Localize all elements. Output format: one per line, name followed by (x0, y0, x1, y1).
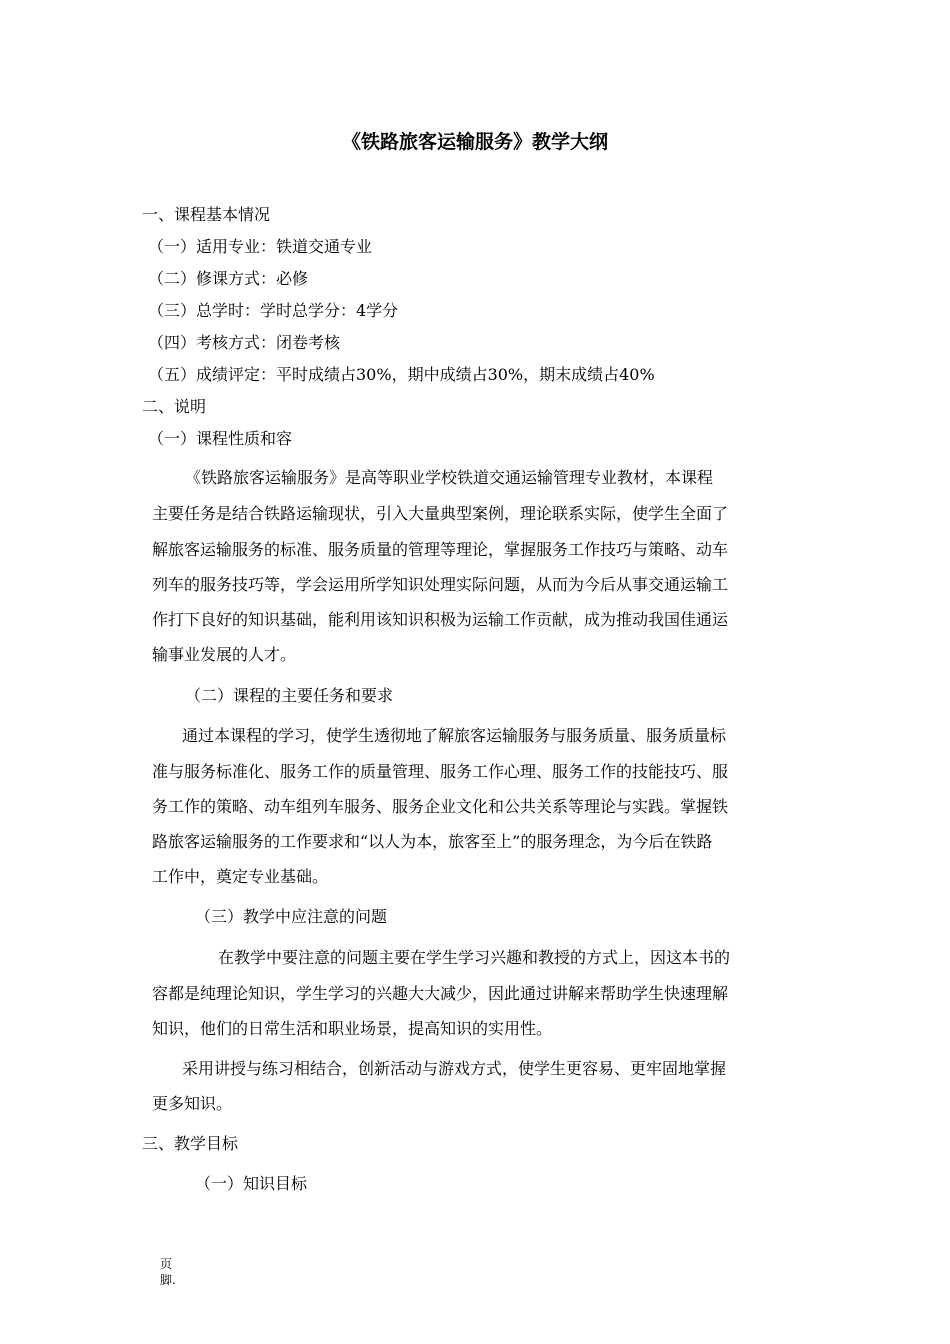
paragraph-line: 《铁路旅客运输服务》是高等职业学校铁道交通运输管理专业教材，本课程 (185, 468, 714, 487)
paragraph-line: 工作中，奠定专业基础。 (152, 867, 329, 886)
paragraph-line: 务工作的策略、动车组列车服务、服务企业文化和公共关系等理论与实践。掌握铁 (152, 797, 729, 816)
subsection-heading: （一）知识目标 (195, 1174, 308, 1193)
paragraph-line: 容都是纯理论知识，学生学习的兴趣大大减少，因此通过讲解来帮助学生快速理解 (152, 984, 729, 1003)
footer-label: 页 (160, 1257, 173, 1271)
section-heading: 二、说明 (142, 397, 207, 416)
document-title: 《铁路旅客运输服务》教学大纲 (341, 131, 608, 153)
section-heading: 三、教学目标 (142, 1134, 239, 1153)
course-info-item: （四）考核方式：闭卷考核 (148, 333, 341, 352)
subsection-heading: （三）教学中应注意的问题 (195, 907, 388, 926)
footer-label: 脚. (160, 1273, 176, 1287)
paragraph-line: 知识，他们的日常生活和职业场景，提高知识的实用性。 (152, 1019, 553, 1038)
section-heading: 一、课程基本情况 (142, 205, 271, 224)
course-info-item: （一）适用专业：铁道交通专业 (148, 237, 373, 256)
paragraph-line: 准与服务标准化、服务工作的质量管理、服务工作心理、服务工作的技能技巧、服 (152, 762, 729, 781)
course-info-item: （二）修课方式：必修 (148, 269, 309, 288)
paragraph-line: 采用讲授与练习相结合，创新活动与游戏方式，使学生更容易、更牢固地掌握 (182, 1059, 727, 1078)
paragraph-line: 更多知识。 (152, 1094, 233, 1113)
course-info-item: （五）成绩评定：平时成绩占30%，期中成绩占30%，期末成绩占40% (148, 365, 655, 384)
paragraph-line: 在教学中要注意的问题主要在学生学习兴趣和教授的方式上，因这本书的 (218, 948, 731, 967)
subsection-heading: （二）课程的主要任务和要求 (185, 686, 394, 705)
paragraph-line: 路旅客运输服务的工作要求和“以人为本，旅客至上”的服务理念，为今后在铁路 (152, 832, 713, 851)
subsection-heading: （一）课程性质和容 (148, 429, 293, 448)
course-info-item: （三）总学时：学时总学分：4学分 (148, 301, 399, 320)
paragraph-line: 作打下良好的知识基础，能利用该知识积极为运输工作贡献，成为推动我国佳通运 (152, 610, 729, 629)
paragraph-line: 输事业发展的人才。 (152, 645, 297, 664)
paragraph-line: 主要任务是结合铁路运输现状，引入大量典型案例，理论联系实际，使学生全面了 (152, 504, 729, 523)
paragraph-line: 解旅客运输服务的标准、服务质量的管理等理论，掌握服务工作技巧与策略、动车 (152, 540, 729, 559)
paragraph-line: 通过本课程的学习，使学生透彻地了解旅客运输服务与服务质量、服务质量标 (182, 726, 727, 745)
paragraph-line: 列车的服务技巧等，学会运用所学知识处理实际问题，从而为今后从事交通运输工 (152, 575, 729, 594)
